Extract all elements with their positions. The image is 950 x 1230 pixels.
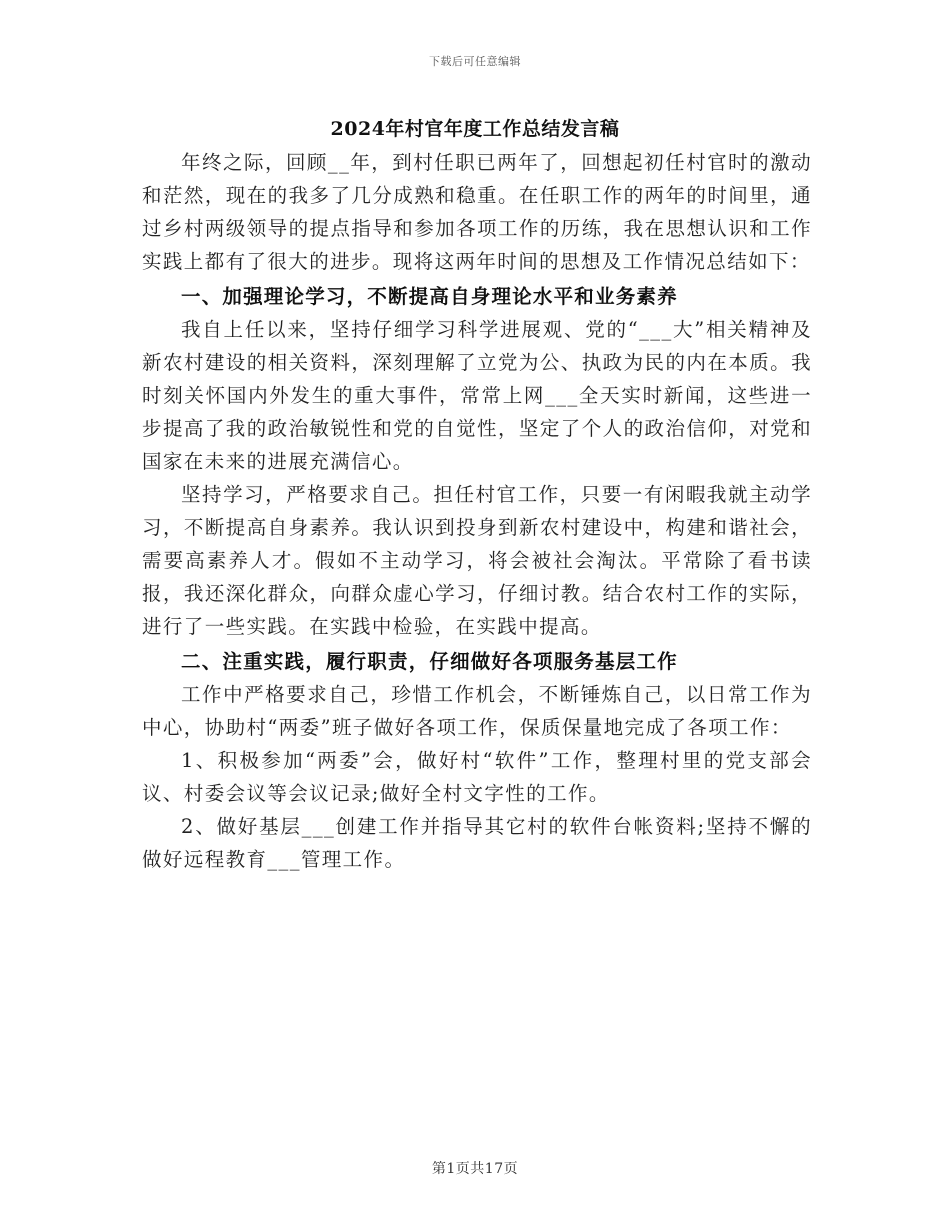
paragraph-theory-study: 我自上任以来，坚持仔细学习科学进展观、党的“___大”相关精神及新农村建设的相关资料，深刻理解了立党为公、执政为民的内在本质。我时刻关怀国内外发生的重大事件，常常上网___全天实时新闻，这些进一步提高了我的政治敏锐性和党的自觉性，坚定了个人的政治信仰，对党和国家在未来的进展充满信心。 [142, 318, 812, 473]
section-heading-2: 二、注重实践，履行职责，仔细做好各项服务基层工作 [181, 650, 678, 673]
section-heading-1: 一、加强理论学习，不断提高自身理论水平和业务素养 [181, 285, 678, 308]
list-item-1: 1、积极参加“两委”会，做好村“软件”工作，整理村里的党支部会议、村委会议等会议记录;做好全村文字性的工作。 [142, 749, 812, 805]
document-body [142, 146, 812, 876]
paragraph-intro: 年终之际，回顾__年，到村任职已两年了，回想起初任村官时的激动和茫然，现在的我多了几分成熟和稳重。在任职工作的两年的时间里，通过乡村两级领导的提点指导和参加各项工作的历练，我在思想认识和工作实践上都有了很大的进步。现将这两年时间的思想及工作情况总结如下： [142, 151, 812, 273]
paragraph-practice: 工作中严格要求自己，珍惜工作机会，不断锤炼自己，以日常工作为中心，协助村“两委”班子做好各项工作，保质保量地完成了各项工作： [142, 683, 812, 739]
page-number-footer: 第1页共17页 [431, 1161, 519, 1177]
header-note: 下载后可任意编辑 [429, 55, 521, 68]
paragraph-self-discipline: 坚持学习，严格要求自己。担任村官工作，只要一有闲暇我就主动学习，不断提高自身素养。我认识到投身到新农村建设中，构建和谐社会，需要高素养人才。假如不主动学习，将会被社会淘汰。平常除了看书读报，我还深化群众，向群众虚心学习，仔细讨教。结合农村工作的实际，进行了一些实践。在实践中检验，在实践中提高。 [142, 483, 812, 638]
list-item-2: 2、做好基层___创建工作并指导其它村的软件台帐资料;坚持不懈的做好远程教育___管理工作。 [142, 815, 812, 871]
page-title: 2024年村官年度工作总结发言稿 [330, 118, 620, 140]
